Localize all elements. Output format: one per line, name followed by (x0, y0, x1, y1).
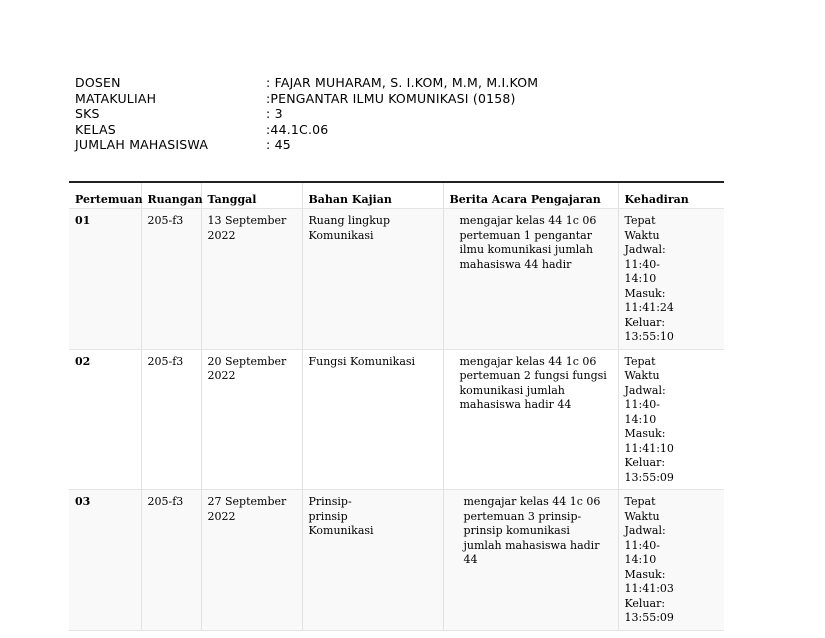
kehadiran-line: Jadwal: (624, 383, 666, 397)
kelas-label: KELAS (75, 121, 116, 137)
cell-bahan-kajian: Fungsi Komunikasi (302, 349, 443, 490)
kehadiran-line: 11:40- (624, 257, 660, 271)
jumlah-mahasiswa-value: : 45 (266, 137, 291, 153)
berita-acara-text: mengajar kelas 44 1c 06 pertemuan 3 prinsip-prinsip komunikasi jumlah mahasiswa hadir 44 (463, 495, 601, 566)
kehadiran-line: 13:55:09 (624, 470, 674, 484)
cell-kehadiran (618, 209, 724, 350)
kehadiran-line: Waktu (624, 509, 660, 523)
cell-tanggal: 27 September 2022 (201, 490, 302, 631)
kehadiran-line: Keluar: (624, 596, 666, 610)
header-bahan-kajian: Bahan Kajian (302, 182, 443, 209)
cell-ruangan: 205-f3 (141, 349, 201, 490)
header-tanggal: Tanggal (201, 182, 302, 209)
bahan-kajian-text: Prinsip- prinsip Komunikasi (308, 495, 374, 537)
kehadiran-line: 13:55:10 (624, 330, 674, 343)
cell-berita-acara: mengajar kelas 44 1c 06 pertemuan 2 fungsi fungsi komunikasi jumlah mahasiswa hadir 44 (443, 349, 618, 490)
dosen-value: : FAJAR MUHARAM, S. I.KOM, M.M, M.I.KOM (266, 75, 539, 90)
cell-bahan-kajian (302, 490, 443, 631)
kehadiran-line: Masuk: (624, 427, 666, 440)
kehadiran-line: Waktu (624, 228, 660, 242)
kehadiran-line: Masuk: (624, 286, 666, 300)
kehadiran-line: Tepat (624, 214, 656, 227)
kehadiran-line: Keluar: (624, 315, 666, 329)
bahan-kajian-text: Ruang lingkup Komunikasi (308, 214, 391, 242)
kehadiran-line: 11:41:24 (624, 301, 674, 314)
cell-berita-acara (443, 490, 618, 631)
kehadiran-line: 11:40- (624, 398, 660, 411)
cell-tanggal: 13 September 2022 (201, 209, 302, 350)
table-row (69, 490, 724, 631)
kehadiran-line: Jadwal: (624, 524, 666, 537)
kehadiran-line: Masuk: (624, 567, 666, 581)
header-ruangan: Ruangan (141, 182, 201, 209)
kelas-value: :44.1C.06 (266, 121, 329, 137)
sks-label: SKS (75, 106, 100, 122)
cell-pertemuan: 03 (69, 490, 141, 631)
kehadiran-line: 11:41:10 (624, 441, 674, 455)
sks-value: : 3 (266, 106, 283, 122)
cell-tanggal: 20 September 2022 (201, 349, 302, 490)
kehadiran-line: Keluar: (624, 456, 666, 469)
header-berita-acara: Berita Acara Pengajaran (443, 182, 618, 209)
cell-berita-acara: mengajar kelas 44 1c 06 pertemuan 1 pengantar ilmu komunikasi jumlah mahasiswa 44 hadir (443, 209, 618, 350)
header-pertemuan: Pertemuan (69, 182, 141, 209)
kehadiran-line: Waktu (624, 369, 660, 382)
attendance-table (69, 181, 724, 631)
matakuliah-label: MATAKULIAH (75, 90, 157, 106)
kehadiran-line: 14:10 (624, 412, 657, 426)
cell-pertemuan: 02 (69, 349, 141, 490)
matakuliah-value: :PENGANTAR ILMU KOMUNIKASI (0158) (266, 90, 516, 106)
cell-pertemuan: 01 (69, 209, 141, 350)
table-row (69, 209, 724, 350)
table-row (69, 349, 724, 490)
table-header-row (69, 182, 724, 209)
kehadiran-line: 14:10 (624, 553, 657, 566)
cell-bahan-kajian (302, 209, 443, 350)
kehadiran-line: 11:41:03 (624, 582, 674, 595)
kehadiran-line: Tepat (624, 495, 656, 508)
header-kehadiran: Kehadiran (618, 182, 724, 209)
jumlah-mahasiswa-label: JUMLAH MAHASISWA (75, 137, 209, 153)
attendance-table-wrapper (69, 181, 724, 631)
cell-kehadiran (618, 349, 724, 490)
kehadiran-line: 11:40- (624, 538, 660, 552)
kehadiran-line: Tepat (624, 354, 656, 368)
kehadiran-line: Jadwal: (624, 243, 666, 256)
kehadiran-line: 13:55:09 (624, 611, 674, 624)
kehadiran-line: 14:10 (624, 272, 657, 285)
cell-kehadiran (618, 490, 724, 631)
dosen-label: DOSEN (75, 75, 121, 90)
cell-ruangan: 205-f3 (141, 490, 201, 631)
cell-ruangan: 205-f3 (141, 209, 201, 350)
